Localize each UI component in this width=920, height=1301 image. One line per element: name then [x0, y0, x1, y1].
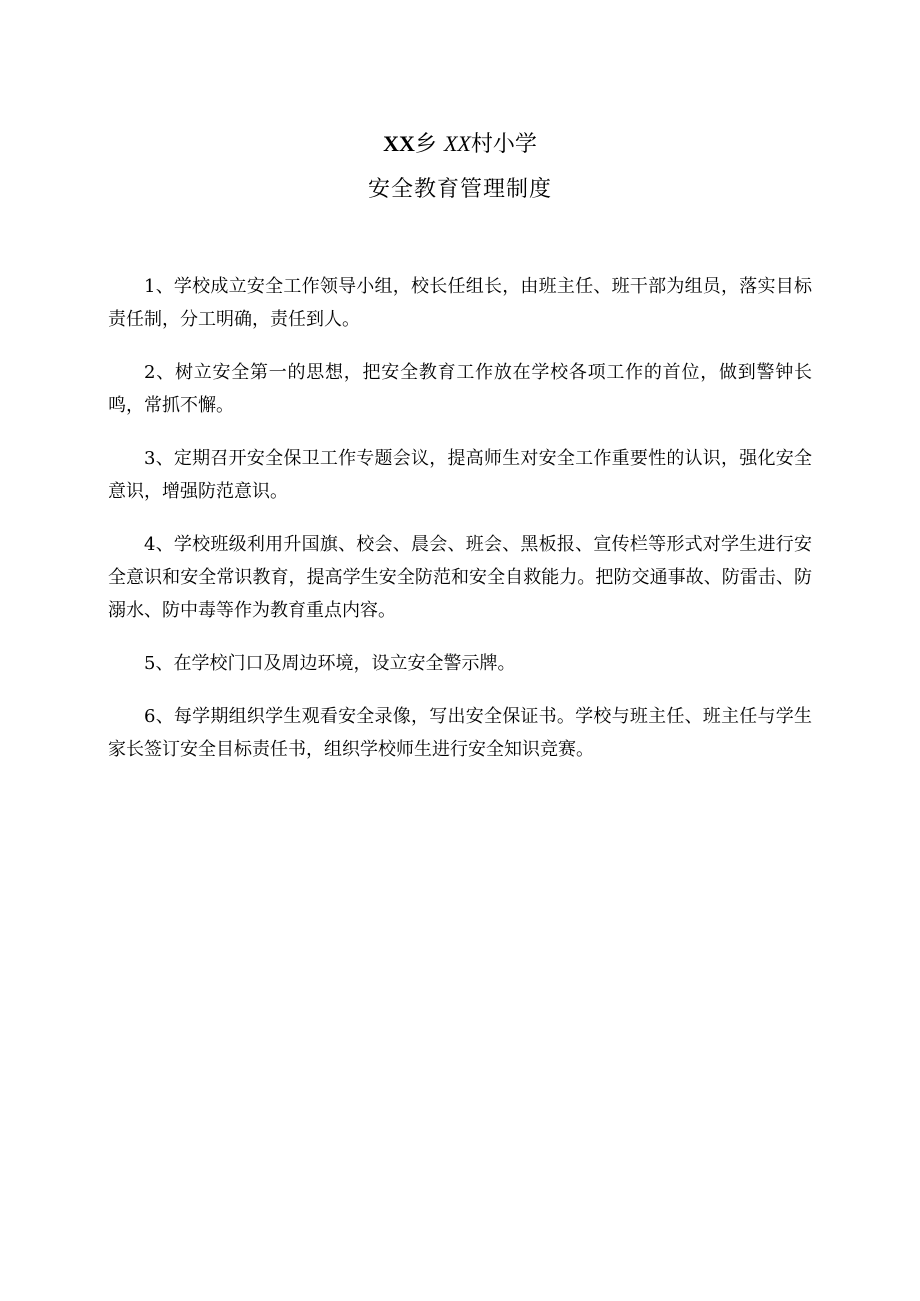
title-village-school: 村小学: [470, 132, 537, 157]
regulation-item-1: 1、学校成立安全工作领导小组，校长任组长，由班主任、班干部为组员，落实目标责任制，分工明确，责任到人。: [108, 276, 812, 330]
school-name-heading: [0, 128, 920, 160]
document-title: [0, 128, 920, 206]
title-xx-village: XX: [443, 131, 471, 156]
regulation-item-3: 3、定期召开安全保卫工作专题会议，提高师生对安全工作重要性的认识，强化安全意识，增强防范意识。: [108, 448, 812, 502]
regulation-heading: 安全教育管理制度: [367, 177, 552, 202]
regulation-body: [108, 270, 812, 786]
regulation-item-2: 2、树立安全第一的思想，把安全教育工作放在学校各项工作的首位，做到警钟长鸣，常抓不懈。: [108, 362, 812, 416]
regulation-item-6: 6、每学期组织学生观看安全录像，写出安全保证书。学校与班主任、班主任与学生家长签订安全目标责任书，组织学校师生进行安全知识竞赛。: [108, 706, 812, 760]
regulation-item-5: 5、在学校门口及周边环境，设立安全警示牌。: [144, 653, 516, 674]
regulation-item-4: 4、学校班级利用升国旗、校会、晨会、班会、黑板报、宣传栏等形式对学生进行安全意识和安全常识教育，提高学生安全防范和安全自救能力。把防交通事故、防雷击、防溺水、防中毒等作为教育重点内容。: [108, 534, 812, 621]
title-xx-township: XX: [383, 131, 415, 156]
title-township-char: 乡: [414, 132, 437, 157]
